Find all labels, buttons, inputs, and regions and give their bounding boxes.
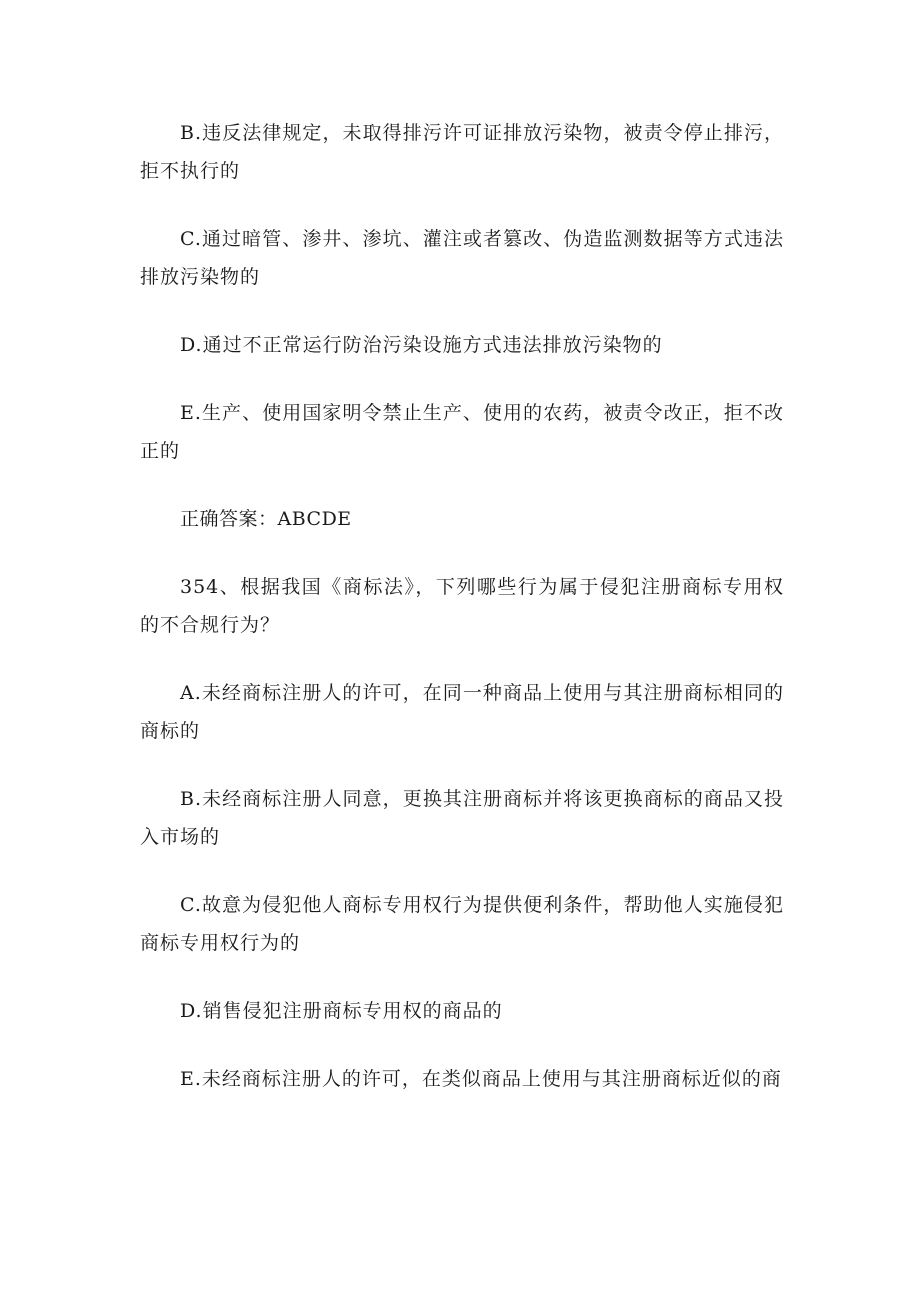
option-d: D.销售侵犯注册商标专用权的商品的 (180, 1000, 503, 1022)
option-a: A.未经商标注册人的许可，在同一种商品上使用与其注册商标相同的商标的 (140, 682, 784, 742)
option-e: E.未经商标注册人的许可，在类似商品上使用与其注册商标近似的商 (180, 1068, 782, 1090)
question-354: 354、根据我国《商标法》，下列哪些行为属于侵犯注册商标专用权的不合规行为？ (140, 576, 784, 636)
option-e-prev: E.生产、使用国家明令禁止生产、使用的农药，被责令改正，拒不改正的 (140, 402, 784, 462)
option-c-prev: C.通过暗管、渗井、渗坑、灌注或者篡改、伪造监测数据等方式违法排放污染物的 (140, 228, 784, 288)
answer-prev: 正确答案：ABCDE (180, 508, 352, 530)
option-d-prev: D.通过不正常运行防治污染设施方式违法排放污染物的 (180, 334, 663, 356)
document-body (140, 114, 784, 1128)
option-b: B.未经商标注册人同意，更换其注册商标并将该更换商标的商品又投入市场的 (140, 788, 784, 848)
option-b-prev: B.违反法律规定，未取得排污许可证排放污染物，被责令停止排污，拒不执行的 (140, 122, 784, 182)
option-c: C.故意为侵犯他人商标专用权行为提供便利条件，帮助他人实施侵犯商标专用权行为的 (140, 894, 784, 954)
